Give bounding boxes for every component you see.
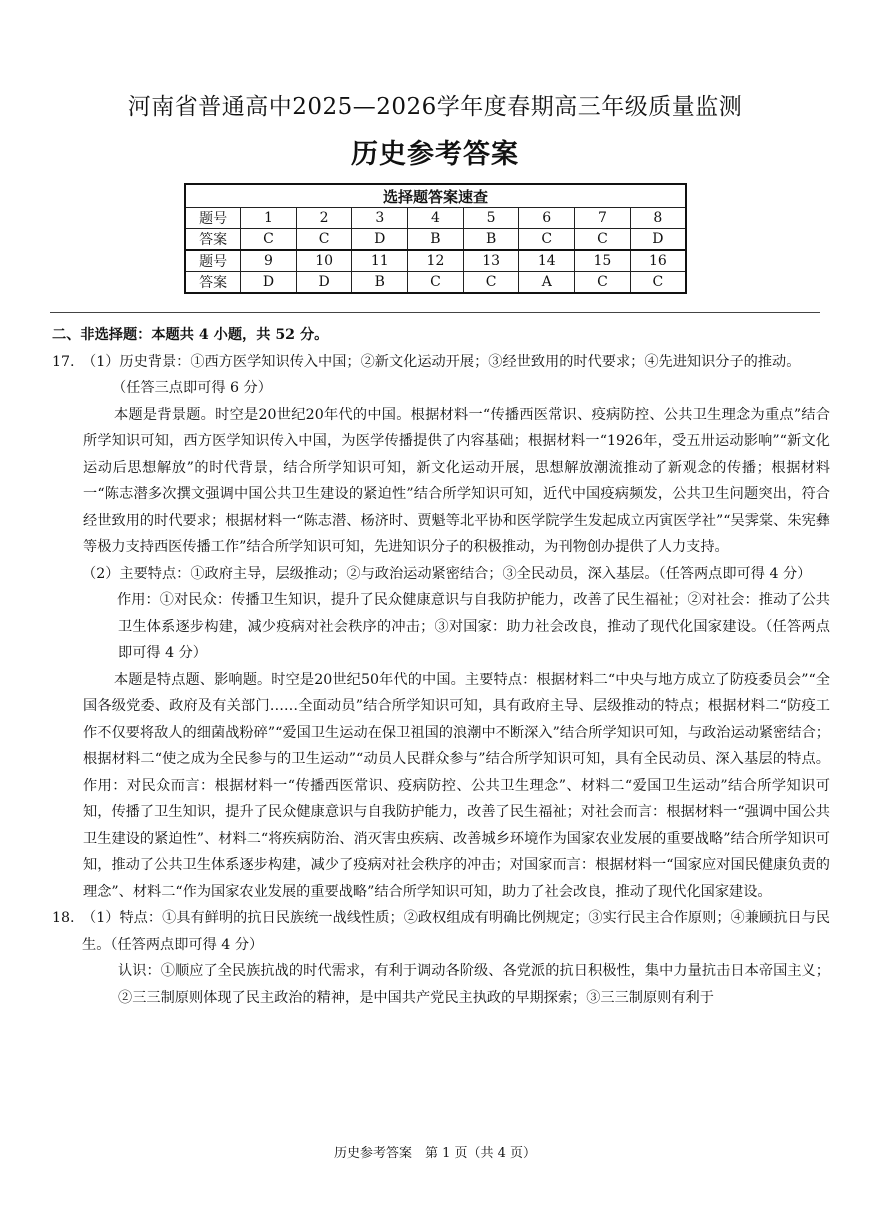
row-label: 题号 — [185, 208, 241, 229]
table-cell: 4 — [408, 208, 464, 229]
table-cell: D — [296, 272, 352, 294]
table-cell: 5 — [463, 208, 519, 229]
table-row — [185, 208, 686, 229]
answer-line: （1）历史背景：①西方医学知识传入中国；②新文化运动开展；③经世致用的时代要求；④先进知识分子的推动。 — [82, 353, 801, 370]
document-subtitle: 历史参考答案 — [351, 139, 519, 170]
question-18 — [52, 905, 830, 958]
answer-table-caption: 选择题答案速查 — [185, 184, 686, 208]
row-label: 答案 — [185, 229, 241, 251]
table-cell: C — [241, 229, 297, 251]
section-divider — [50, 312, 820, 313]
table-cell: 1 — [241, 208, 297, 229]
table-cell: C — [575, 229, 631, 251]
effect-paragraph: 作用：①对民众：传播卫生知识，提升了民众健康意识与自我防护能力，改善了民生福祉；②对社会：推动了公共卫生体系逐步构建，减少疫病对社会秩序的冲击；③对国家：助力社会改良，推动了现代化国家建设。（任答两点即可得 4 分） — [117, 592, 830, 661]
table-cell: 14 — [519, 250, 575, 272]
table-cell: 11 — [352, 250, 408, 272]
table-cell: 15 — [575, 250, 631, 272]
table-row — [185, 272, 686, 294]
table-cell: C — [575, 272, 631, 294]
table-cell: D — [352, 229, 408, 251]
question-17 — [52, 349, 830, 376]
table-cell: 9 — [241, 250, 297, 272]
table-cell: 10 — [296, 250, 352, 272]
table-cell: C — [296, 229, 352, 251]
table-row — [185, 250, 686, 272]
table-cell: 16 — [630, 250, 686, 272]
table-cell: D — [630, 229, 686, 251]
question-number: 18. — [52, 910, 75, 926]
table-cell: 6 — [519, 208, 575, 229]
table-cell: C — [630, 272, 686, 294]
table-row — [185, 229, 686, 251]
table-cell: 7 — [575, 208, 631, 229]
table-cell: 13 — [463, 250, 519, 272]
score-note: （任答三点即可得 6 分） — [112, 380, 272, 396]
table-cell: 2 — [296, 208, 352, 229]
view-paragraph: 认识：①顺应了全民族抗战的时代需求，有利于调动各阶级、各党派的抗日积极性，集中力量抗击日本帝国主义；②三三制原则体现了民主政治的精神，是中国共产党民主执政的早期探索；③三三制原则有利于 — [118, 963, 830, 1006]
answer-quick-table — [184, 183, 687, 294]
analysis-paragraph: 本题是特点题、影响题。时空是20世纪50年代的中国。主要特点：根据材料二“中央与地方成立了防疫委员会”“全国各级党委、政府及有关部门……全面动员”结合所学知识可知，具有政府主导、层级推动的特点；根据材料二“防疫工作不仅要将敌人的细菌战粉碎”“爱国卫生运动在保卫祖国的浪潮中不断深入”结合所学知识可知，与政治运动紧密结合；根据材料二“使之成为全民参与的卫生运动”“动员人民群众参与”结合所学知识可知，具有全民动员、深入基层的特点。作用：对民众而言：根据材料一“传播西医常识、疫病防控、公共卫生理念”、材料二“爱国卫生运动”结合所学知识可知，传播了卫生知识，提升了民众健康意识与自我防护能力，改善了民生福祉；对社会而言：根据材料一“强调中国公共卫生建设的紧迫性”、材料二“将疾病防治、消灭害虫疾病、改善城乡环境作为国家农业发展的重要战略”结合所学知识可知，推动了公共卫生体系逐步构建，减少了疫病对社会秩序的冲击；对国家而言：根据材料一“国家应对国民健康负责的理念”、材料二“作为国家农业发展的重要战略”结合所学知识可知，助力了社会改良，推动了现代化国家建设。 — [83, 671, 830, 900]
table-cell: 12 — [408, 250, 464, 272]
row-label: 题号 — [185, 250, 241, 272]
row-label: 答案 — [185, 272, 241, 294]
table-cell: 8 — [630, 208, 686, 229]
table-cell: 3 — [352, 208, 408, 229]
answer-content — [52, 322, 830, 1011]
table-cell: C — [408, 272, 464, 294]
table-cell: C — [463, 272, 519, 294]
table-cell: D — [241, 272, 297, 294]
table-cell: B — [463, 229, 519, 251]
document-title: 河南省普通高中2025—2026学年度春期高三年级质量监测 — [127, 94, 743, 120]
section-heading: 二、非选择题：本题共 4 小题，共 52 分。 — [52, 327, 329, 343]
page-footer: 历史参考答案 第 1 页（共 4 页） — [333, 1146, 537, 1161]
table-cell: B — [352, 272, 408, 294]
analysis-paragraph: 本题是背景题。时空是20世纪20年代的中国。根据材料一“传播西医常识、疫病防控、公共卫生理念为重点”结合所学知识可知，西方医学知识传入中国，为医学传播提供了内容基础；根据材料一“1926年，受五卅运动影响”“新文化运动后思想解放”的时代背景，结合所学知识可知，新文化运动开展，思想解放潮流推动了新观念的传播；根据材料一“陈志潜多次撰文强调中国公共卫生建设的紧迫性”结合所学知识可知，近代中国疫病频发，公共卫生问题突出，符合经世致用的时代要求；根据材料一“陈志潜、杨济时、贾魁等北平协和医学院学生发起成立丙寅医学社”“吴霁棠、朱宪彝等极力支持西医传播工作”结合所学知识可知，先进知识分子的积极推动，为刊物创办提供了人力支持。 — [83, 406, 830, 555]
answer-line: （2）主要特点：①政府主导，层级推动；②与政治运动紧密结合；③全民动员，深入基层。（任答两点即可得 4 分） — [82, 565, 812, 582]
answer-line: （1）特点：①具有鲜明的抗日民族统一战线性质；②政权组成有明确比例规定；③实行民主合作原则；④兼顾抗日与民生。（任答两点即可得 4 分） — [82, 910, 830, 953]
table-cell: A — [519, 272, 575, 294]
table-cell: B — [408, 229, 464, 251]
question-number: 17. — [52, 353, 75, 370]
table-cell: C — [519, 229, 575, 251]
